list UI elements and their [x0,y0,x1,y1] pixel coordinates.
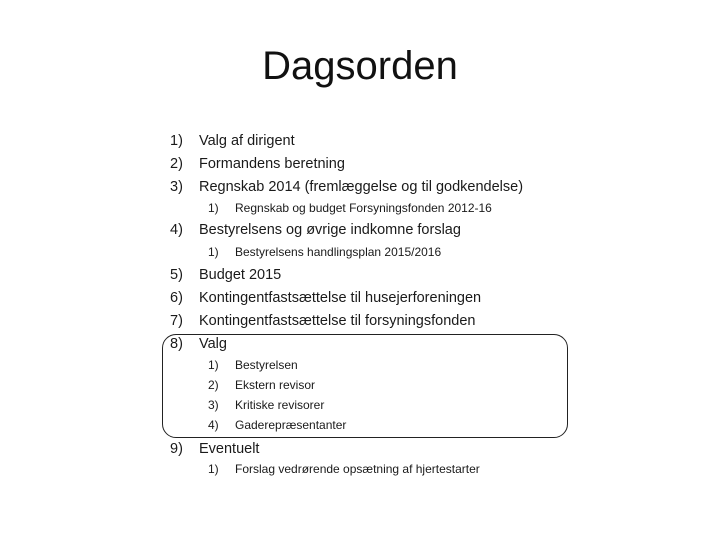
item-number: 9) [170,441,183,457]
subitem-number: 1) [208,201,219,215]
subitem-text: Bestyrelsen [235,358,298,372]
subitem-number: 1) [208,358,219,372]
subitem-text: Regnskab og budget Forsyningsfonden 2012-16 [235,201,492,215]
subitem-text: Forslag vedrørende opsætning af hjertestarter [235,462,480,476]
subitem-text: Kritiske revisorer [235,398,325,412]
subitem-number: 1) [208,462,219,476]
subitem-text: Gaderepræsentanter [235,418,347,432]
item-number: 1) [170,133,183,149]
item-text: Budget 2015 [199,267,282,283]
item-text: Kontingentfastsættelse til husejerforeningen [199,290,482,306]
item-number: 7) [170,313,183,329]
subitem-number: 4) [208,418,219,432]
subitem-number: 3) [208,398,219,412]
item-text: Valg af dirigent [199,133,295,149]
item-number: 3) [170,179,183,195]
item-number: 6) [170,290,183,306]
item-text: Kontingentfastsættelse til forsyningsfonden [199,313,476,329]
item-text: Bestyrelsens og øvrige indkomne forslag [199,222,461,238]
item-number: 8) [170,336,183,352]
item-number: 4) [170,222,183,238]
item-number: 5) [170,267,183,283]
item-text: Eventuelt [199,441,260,457]
slide-title: Dagsorden [262,44,458,88]
subitem-number: 2) [208,378,219,392]
subitem-text: Bestyrelsens handlingsplan 2015/2016 [235,245,442,259]
item-number: 2) [170,156,183,172]
item-text: Regnskab 2014 (fremlæggelse og til godkendelse) [199,179,524,195]
subitem-text: Ekstern revisor [235,378,316,392]
item-text: Valg [199,336,227,352]
item-text: Formandens beretning [199,156,345,172]
subitem-number: 1) [208,245,219,259]
